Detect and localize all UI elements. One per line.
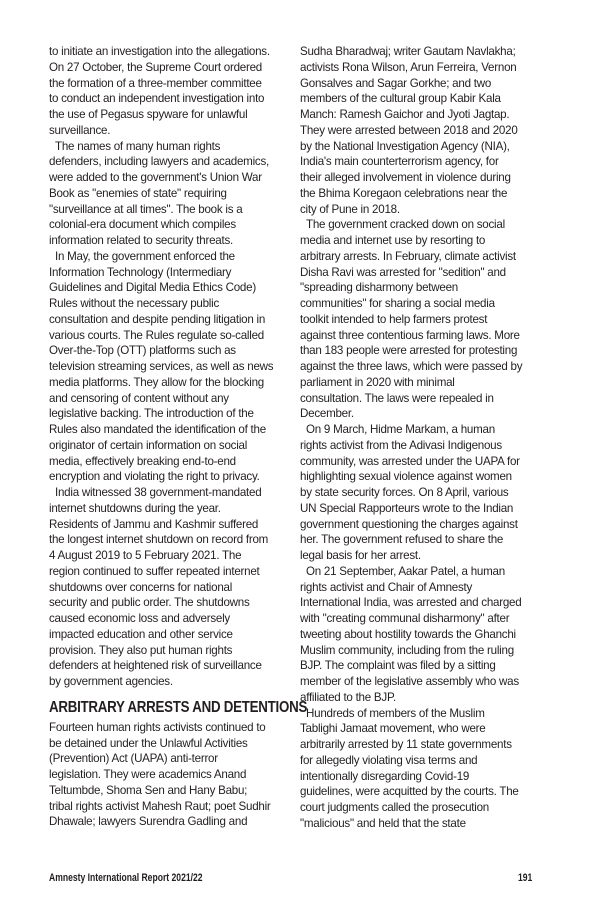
text-line: region continued to suffer repeated internet	[49, 564, 260, 578]
text-line: security and public order. The shutdowns	[49, 596, 250, 610]
text-line: (Prevention) Act (UAPA) anti-terror	[49, 752, 218, 766]
text-line: media and internet use by resorting to	[300, 234, 486, 247]
text-line: intentionally disregarding Covid-19	[300, 769, 470, 783]
text-line: Information Technology (Intermediary	[49, 265, 232, 279]
text-line: for allegedly violating visa terms and	[300, 753, 478, 767]
text-line: the formation of a three-member committee	[49, 76, 262, 90]
text-line: India witnessed 38 government-mandated	[55, 486, 262, 499]
text-line: parliament in 2020 with minimal	[300, 375, 455, 389]
text-line: Manch: Ramesh Gaichor and Jyoti Jagtap.	[300, 108, 510, 121]
text-line: internet shutdowns during the year.	[49, 501, 221, 515]
text-line: 4 August 2019 to 5 February 2021. The	[49, 549, 242, 562]
text-line: impacted education and other service	[49, 627, 233, 641]
text-line: against three contentious farming laws. More	[300, 328, 520, 342]
text-line: by state security forces. On 8 April, various	[300, 486, 509, 499]
text-line: Teltumbde, Shoma Sen and Hany Babu;	[49, 783, 248, 797]
page-number: 191	[518, 872, 533, 884]
text-line: encryption and violating the right to privacy.	[49, 470, 260, 484]
text-line: consultation and despite pending litigation in	[49, 312, 266, 326]
text-line: Gonsalves and Sagar Gorkhe; and two	[300, 76, 492, 90]
text-line: than 183 people were arrested for protesting	[300, 344, 518, 358]
text-line: On 27 October, the Supreme Court ordered	[49, 60, 262, 74]
text-line: Rules without the necessary public	[49, 297, 220, 310]
text-line: and censoring of content without any	[49, 391, 229, 405]
text-line: media, effectively breaking end-to-end	[49, 454, 236, 468]
footer-report-title: Amnesty International Report 2021/22	[49, 872, 203, 884]
text-line: activists Rona Wilson, Arun Ferreira, Vernon	[300, 60, 517, 74]
text-line: On 9 March, Hidme Markam, a human	[306, 423, 495, 436]
text-line: various courts. The Rules regulate so-called	[49, 328, 264, 342]
text-line: guidelines, were acquitted by the courts. The	[300, 785, 519, 799]
left-column	[49, 44, 308, 830]
text-line: Muslim community, including from the ruling	[300, 643, 514, 657]
text-line: legislation. They were academics Anand	[49, 768, 247, 781]
text-line: Book as "enemies of state" requiring	[49, 186, 227, 200]
text-line: rights activist from the Adivasi Indigenous	[300, 438, 502, 452]
text-line: Fourteen human rights activists continued to	[49, 720, 266, 734]
text-line: The names of many human rights	[55, 139, 221, 153]
text-line: tribal rights activist Mahesh Raut; poet Sudhir	[49, 799, 271, 813]
text-line: shutdowns over concerns for national	[49, 580, 233, 594]
text-line: media platforms. They allow for the blocking	[49, 375, 264, 389]
text-line: to initiate an investigation into the allegations.	[49, 45, 270, 58]
text-line: The government cracked down on social	[306, 218, 505, 232]
paragraph	[300, 706, 545, 832]
text-line: tweeting about hostility towards the Ghanchi	[300, 627, 516, 641]
paragraph	[300, 217, 545, 422]
text-line: originator of certain information on social	[49, 438, 248, 452]
section-heading: ARBITRARY ARRESTS AND DETENTIONS	[49, 698, 308, 716]
text-line: affiliated to the BJP.	[300, 690, 396, 704]
paragraph	[49, 44, 294, 139]
text-line: December.	[300, 407, 354, 421]
text-line: highlighting sexual violence against women	[300, 470, 512, 484]
text-line: consultation. The laws were repealed in	[300, 391, 494, 405]
text-line: member of the legislative assembly who was	[300, 675, 519, 688]
text-line: Tablighi Jamaat movement, who were	[300, 722, 486, 736]
text-line: community, was arrested under the UAPA for	[300, 454, 520, 468]
right-column	[300, 44, 545, 832]
text-line: "surveillance at all times". The book is a	[49, 202, 243, 216]
text-line: city of Pune in 2018.	[300, 202, 400, 216]
text-line: legislative backing. The introduction of the	[49, 407, 254, 421]
text-line: with "creating communal disharmony" after	[300, 612, 510, 625]
text-line: information related to security threats.	[49, 234, 233, 247]
text-line: against the three laws, which were passed by	[300, 360, 523, 373]
paragraph	[49, 249, 294, 485]
text-line: Disha Ravi was arrested for "sedition" and	[300, 265, 506, 279]
text-line: Residents of Jammu and Kashmir suffered	[49, 517, 259, 531]
left-paragraphs	[49, 44, 294, 690]
paragraph	[300, 422, 545, 564]
text-line: Guidelines and Digital Media Ethics Code)	[49, 281, 256, 295]
left-paragraphs-after-heading	[49, 720, 294, 830]
text-line: communities" for sharing a social media	[300, 297, 495, 310]
text-line: In May, the government enforced the	[55, 249, 235, 263]
text-line: UN Special Rapporteurs wrote to the Indian	[300, 501, 514, 515]
text-line: BJP. The complaint was filed by a sitting	[300, 659, 496, 673]
text-line: Dhawale; lawyers Surendra Gadling and	[49, 815, 248, 829]
text-line: toolkit intended to help farmers protest	[300, 312, 488, 326]
text-line: On 21 September, Aakar Patel, a human	[306, 564, 505, 578]
text-line: India's main counterterrorism agency, for	[300, 155, 499, 169]
text-line: "spreading disharmony between	[300, 281, 458, 295]
paragraph	[49, 720, 294, 830]
text-line: arbitrary arrests. In February, climate activist	[300, 249, 516, 263]
text-line: the use of Pegasus spyware for unlawful	[49, 108, 248, 121]
paragraph	[300, 564, 545, 706]
text-line: caused economic loss and adversely	[49, 612, 230, 625]
text-line: court judgments called the prosecution	[300, 801, 489, 814]
text-line: Rules also mandated the identification of the	[49, 423, 266, 436]
text-line: members of the cultural group Kabir Kala	[300, 92, 501, 106]
text-line: be detained under the Unlawful Activities	[49, 736, 248, 750]
text-line: legal basis for her arrest.	[300, 549, 421, 562]
text-line: colonial-era document which compiles	[49, 218, 236, 232]
text-line: the Bhima Koregaon celebrations near the	[300, 186, 508, 200]
text-line: International India, was arrested and charged	[300, 596, 522, 610]
text-line: by the National Investigation Agency (NIA),	[300, 139, 510, 153]
text-line: defenders, including lawyers and academics,	[49, 155, 269, 169]
text-line: were added to the government's Union War	[49, 171, 262, 184]
text-line: by government agencies.	[49, 675, 173, 688]
text-line: "malicious" and held that the state	[300, 816, 466, 830]
text-line: arbitrarily arrested by 11 state governments	[300, 738, 512, 751]
paragraph	[49, 139, 294, 249]
text-line: rights activist and Chair of Amnesty	[300, 580, 473, 594]
text-line: Over-the-Top (OTT) platforms such as	[49, 344, 236, 358]
text-line: television streaming services, as well as news	[49, 360, 274, 373]
paragraph	[49, 485, 294, 690]
text-line: They were arrested between 2018 and 2020	[300, 123, 518, 137]
text-line: her. The government refused to share the	[300, 533, 504, 547]
text-line: Sudha Bharadwaj; writer Gautam Navlakha;	[300, 45, 516, 58]
text-line: Hundreds of members of the Muslim	[306, 706, 485, 720]
text-line: government questioning the charges against	[300, 517, 518, 531]
text-line: their alleged involvement in violence during	[300, 171, 511, 184]
paragraph	[300, 44, 545, 217]
text-line: the longest internet shutdown on record from	[49, 533, 269, 547]
text-line: provision. They also put human rights	[49, 643, 233, 657]
text-line: to conduct an independent investigation into	[49, 92, 265, 106]
text-line: defenders at heightened risk of surveillance	[49, 659, 262, 673]
text-line: surveillance.	[49, 123, 111, 137]
